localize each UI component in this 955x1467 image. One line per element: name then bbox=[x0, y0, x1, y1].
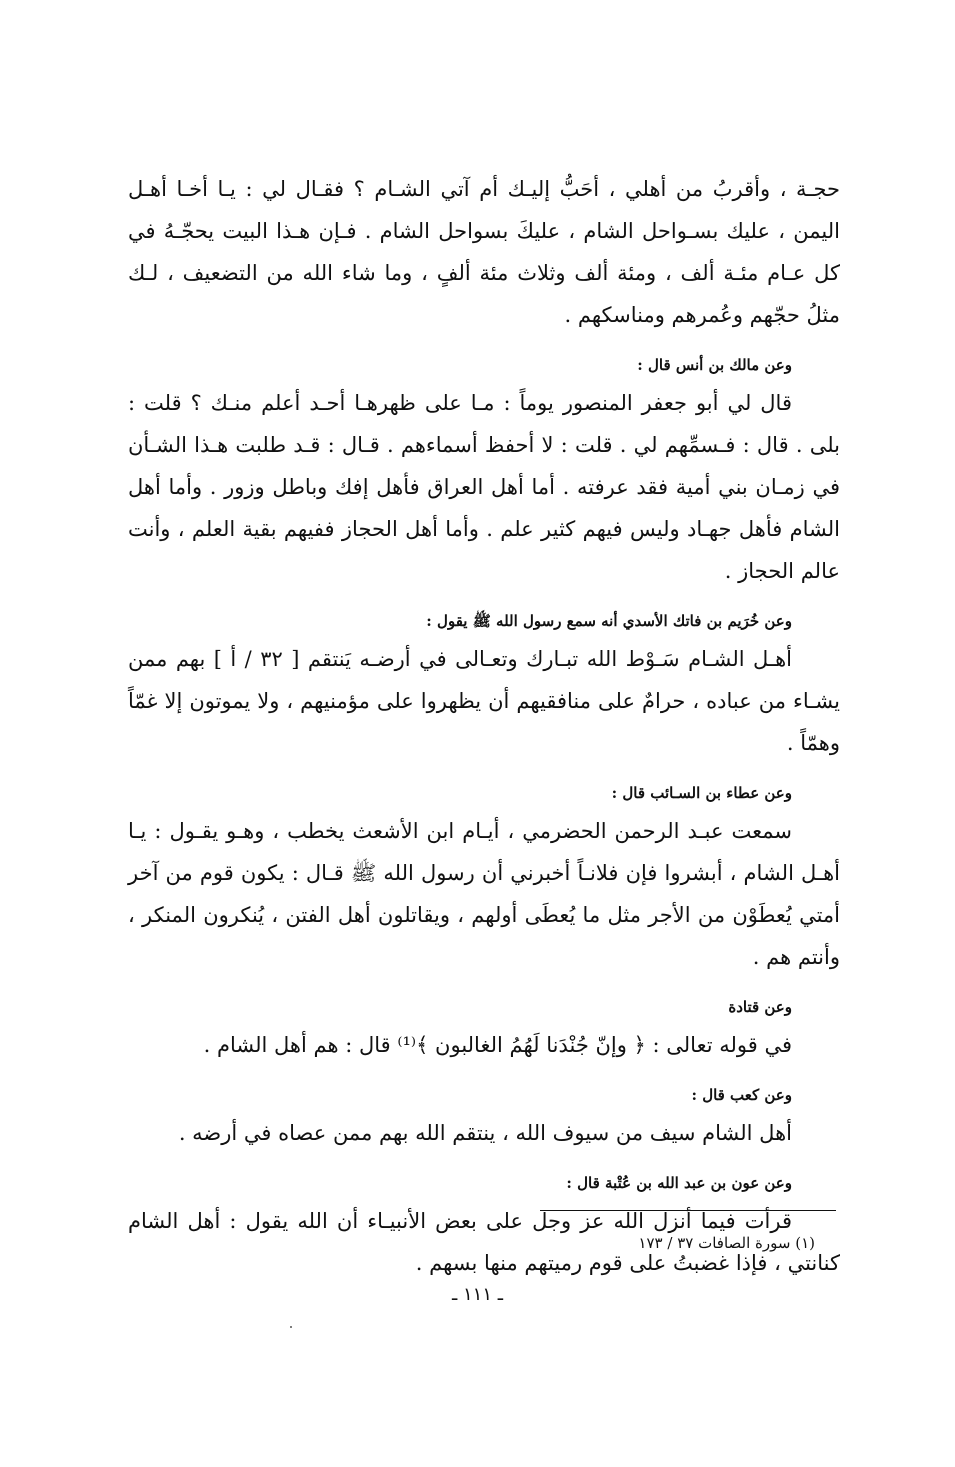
scan-speck bbox=[290, 1326, 292, 1328]
paragraph-khuraym: أهـل الشـام سَـوْط الله تبـارك وتعـالى في أرضـه يَنتقم [ ٣٢ / أ ] بهم ممن يشـاء من عباده ، حرامٌ على منافقيهم أن يظهروا على مؤمنيهم ، ولا يموتون إلا غمّاً وهمّاً . bbox=[128, 647, 840, 755]
paragraph-ata: سمعت عبـد الرحمن الحضرمي ، أيـام ابن الأشعث يخطب ، وهـو يقـول : يـا أهـل الشام ، أبشروا فإن فلانـاً أخبرني أن رسول الله ﷺ قـال : يكون قوم من آخر أمتي يُعطَوْن من الأجر مثل ما يُعطَى أولهم ، ويقاتلون أهل الفتن ، يُنكرون المنكر ، وأنتم هم . bbox=[128, 819, 840, 969]
footnote-divider bbox=[540, 1210, 836, 1211]
page-number: ـ ١١١ ـ bbox=[451, 1284, 503, 1305]
heading-malik: وعن مالك بن أنس قال : bbox=[637, 356, 792, 374]
footnote: (١) سورة الصافات ٣٧ / ١٧٣ bbox=[638, 1234, 815, 1252]
heading-qatada: وعن قتادة bbox=[728, 998, 792, 1016]
paragraph-qatada: في قوله تعالى : ﴿ وإنّ جُنْدَنا لَهُمُ الغالبون ﴾⁽¹⁾ قال : هم أهل الشام . bbox=[203, 1033, 792, 1057]
heading-awn: وعن عون بن عبد الله بن عُتْبة قال : bbox=[566, 1174, 792, 1192]
paragraph-awn: قرأت فيما أنزل الله عز وجل على بعض الأنبيـاء أن الله يقول : أهل الشام كنانتي ، فإذا غضبتُ على قوم رميتهم منها بسهم . bbox=[128, 1209, 840, 1275]
paragraph-intro: حجـة ، وأقربُ من أهلي ، أحَبُّ إليـك أم آتي الشـام ؟ فقـال لي : يـا أخـا أهـل اليمن ، عليك بسـواحل الشام ، عليكَ بسواحل الشام . فـإن هـذا البيت يحجّـهُ في كل عـام مئـة ألف ، ومئة ألف وثلاث مئة ألفٍ ، وما شاء الله من التضعيف ، لـك مثلُ حجّهم وعُمرهم ومناسكهم . bbox=[128, 177, 840, 327]
heading-kaab: وعن كعب قال : bbox=[691, 1086, 792, 1104]
heading-ata: وعن عطاء بن السـائب قال : bbox=[611, 784, 792, 802]
heading-khuraym: وعن خُرَيم بن فاتك الأسدي أنه سمع رسول الله ﷺ يقول : bbox=[426, 612, 792, 630]
page-body bbox=[128, 168, 840, 1284]
paragraph-malik: قال لي أبو جعفر المنصور يوماً : مـا على ظهرهـا أحـد أعلم منـك ؟ قلت : بلى . قال : فـسمِّهم لي . قلت : لا أحفظ أسماءهم . قـال : قـد طلبت هـذا الشـأن في زمـان بني أمية فقد عرفته . أما أهل العراق فأهل إفك وباطل وزور . وأما أهل الشام فأهل جهـاد وليس فيهم كثير علم . وأما أهل الحجاز ففيهم بقية العلم ، وأنت عالم الحجاز . bbox=[128, 391, 840, 583]
paragraph-kaab: أهل الشام سيف من سيوف الله ، ينتقم الله بهم ممن عصاه في أرضه . bbox=[178, 1121, 792, 1145]
